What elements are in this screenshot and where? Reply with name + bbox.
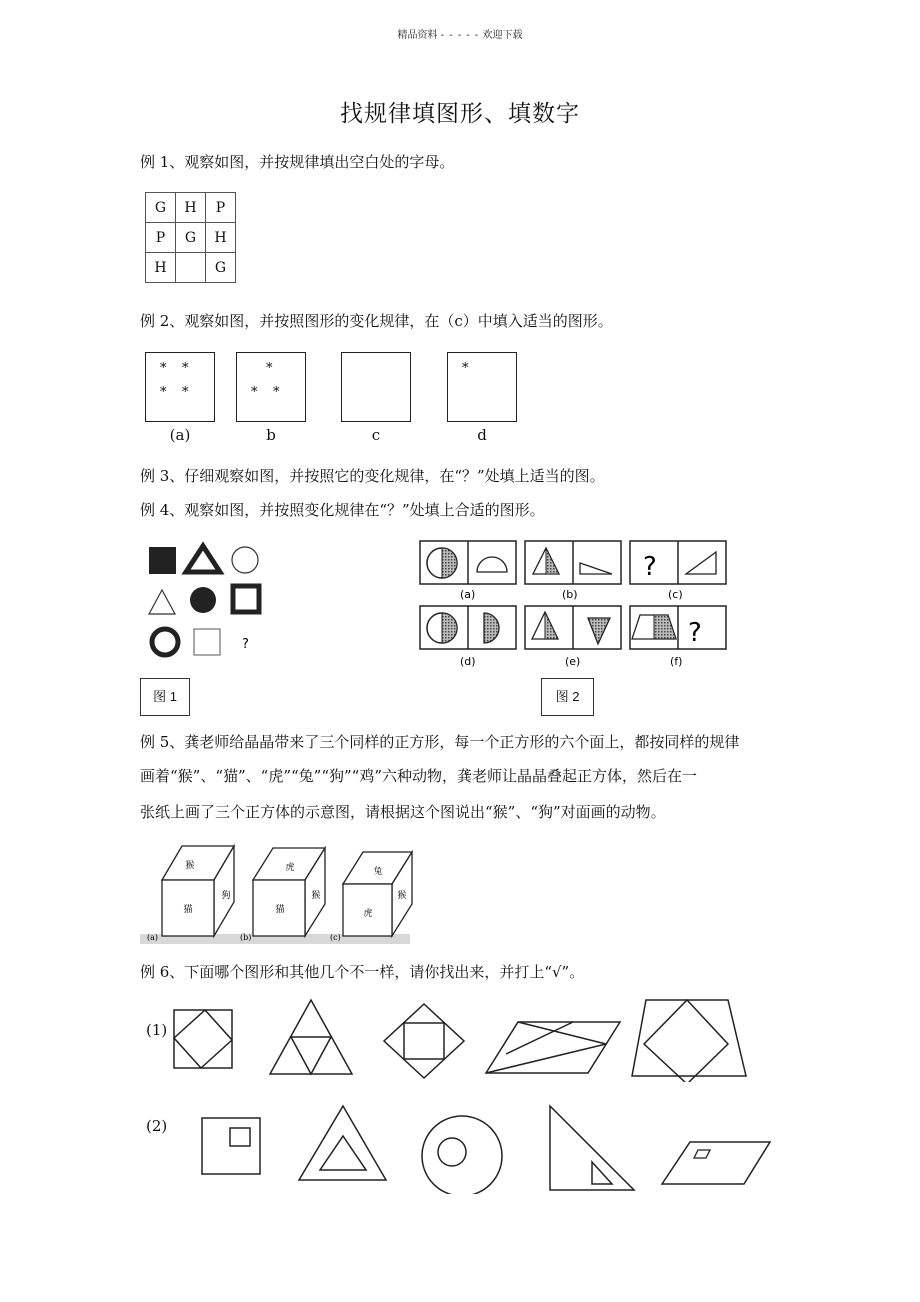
figure-1-label: 图 1 — [140, 678, 190, 716]
label-b: b — [266, 426, 276, 444]
figure-2-panels — [418, 538, 728, 668]
shape-square-small-square[interactable] — [202, 1118, 260, 1174]
cube-face: 猫 — [275, 905, 285, 915]
shape-trapezoid-rhombus[interactable] — [632, 1000, 746, 1082]
star-box-a — [145, 352, 215, 422]
cube-c — [330, 852, 412, 942]
shape-right-triangle-inner[interactable] — [550, 1106, 634, 1190]
ex6-text: 例 6、下面哪个图形和其他几个不一样，请你找出来，并打上“√”。 — [140, 963, 585, 981]
cube-face: 猴 — [185, 861, 195, 871]
label-a: (a) — [169, 426, 191, 444]
star-mark: * — [160, 385, 167, 400]
shaded-triangle — [588, 618, 610, 644]
cube-face: 虎 — [285, 863, 295, 873]
grid-cell: G — [146, 193, 176, 223]
star-mark: * — [182, 385, 189, 400]
label-d: d — [477, 426, 487, 444]
thick-circle — [152, 629, 178, 655]
star-mark: * — [462, 361, 469, 376]
star-box-b — [236, 352, 306, 422]
page-title: 找规律填图形、填数字 — [340, 101, 580, 127]
grid-cell: G — [206, 253, 236, 283]
ex5-line1: 例 5、龚老师给晶晶带来了三个同样的正方形，每一个正方形的六个面上，都按同样的规律 — [140, 733, 740, 751]
shape-triangle-subdivided[interactable] — [270, 1000, 352, 1074]
caption-b: (b) — [562, 588, 578, 601]
cube-b — [240, 848, 325, 942]
wedge-shape — [686, 552, 716, 574]
cube-a — [147, 846, 234, 942]
cube-face: 猴 — [397, 891, 407, 901]
shape-triangle-in-triangle[interactable] — [299, 1106, 386, 1180]
cube-face: 猫 — [183, 905, 193, 915]
cube-label: (a) — [147, 933, 159, 942]
cube-face: 虎 — [363, 909, 373, 919]
question-mark: ? — [688, 618, 702, 648]
shaded-semicircle — [484, 613, 499, 643]
caption-c: (c) — [668, 588, 683, 601]
filled-square — [149, 547, 176, 574]
caption-e: (e) — [565, 655, 581, 668]
cube-diagram — [140, 838, 430, 946]
ex4-text: 例 4、观察如图，并按照变化规律在“？”处填上合适的图形。 — [140, 501, 545, 519]
ex2-text: 例 2、观察如图，并按照图形的变化规律，在（c）中填入适当的图形。 — [140, 312, 613, 330]
shape-diamond-with-square[interactable] — [384, 1004, 464, 1078]
letter-grid — [145, 192, 236, 283]
grid-cell-blank[interactable] — [176, 253, 206, 283]
label-c: c — [371, 426, 381, 444]
thin-circle — [232, 547, 258, 573]
star-box-c-blank[interactable] — [341, 352, 411, 422]
star-mark: * — [160, 361, 167, 376]
shape-circle-small-circle[interactable] — [422, 1116, 502, 1194]
ex1-text: 例 1、观察如图，并按规律填出空白处的字母。 — [140, 153, 455, 171]
caption-f: (f) — [670, 655, 683, 668]
ex5-line2: 画着“猴”、“猫”、“虎”“兔”“狗”“鸡”六种动物，龚老师让晶晶叠起正方体，然后在一 — [140, 767, 698, 785]
grid-cell: P — [146, 223, 176, 253]
thin-triangle — [149, 590, 175, 614]
filled-circle — [190, 587, 216, 613]
star-mark: * — [182, 361, 189, 376]
caption-d: (d) — [460, 655, 476, 668]
grid-cell: H — [146, 253, 176, 283]
row1-label: (1) — [146, 1021, 168, 1039]
figure-2-label: 图 2 — [541, 678, 594, 716]
semicircle-shape — [477, 557, 507, 572]
cube-label: (c) — [330, 933, 341, 942]
shape-parallelogram-split[interactable] — [486, 1022, 620, 1073]
star-mark: * — [251, 385, 258, 400]
shape-parallelogram-small[interactable] — [662, 1142, 770, 1184]
small-triangle — [580, 563, 612, 574]
cube-face: 猴 — [311, 891, 321, 901]
thin-square — [194, 629, 220, 655]
shape-square-in-square[interactable] — [174, 1010, 232, 1068]
thick-triangle — [186, 546, 220, 572]
grid-cell: G — [176, 223, 206, 253]
header-left: 精品资料 — [397, 30, 438, 41]
question-mark: ? — [643, 552, 657, 582]
caption-a: (a) — [460, 588, 476, 601]
cube-label: (b) — [240, 933, 252, 942]
question-mark: ? — [242, 637, 249, 652]
grid-cell: H — [176, 193, 206, 223]
row2-label: (2) — [146, 1117, 168, 1135]
figure-1-shapes — [140, 538, 280, 668]
grid-cell: P — [206, 193, 236, 223]
ex5-line3: 张纸上画了三个正方体的示意图，请根据这个图说出“猴”、“狗”对面画的动物。 — [140, 803, 666, 821]
thick-square — [233, 586, 259, 612]
header-right: 欢迎下载 — [482, 30, 523, 41]
star-mark: * — [266, 361, 273, 376]
ex3-text: 例 3、仔细观察如图，并按照它的变化规律，在“？”处填上适当的图。 — [140, 467, 605, 485]
ex6-row2-shapes — [196, 1102, 778, 1194]
ex6-row1-shapes — [168, 996, 758, 1082]
page-header — [0, 26, 920, 41]
star-box-d — [447, 352, 517, 422]
star-mark: * — [273, 385, 280, 400]
cube-face: 兔 — [373, 867, 383, 877]
header-dashes: - - - - - — [440, 30, 480, 41]
cube-face: 狗 — [221, 891, 231, 901]
grid-cell: H — [206, 223, 236, 253]
